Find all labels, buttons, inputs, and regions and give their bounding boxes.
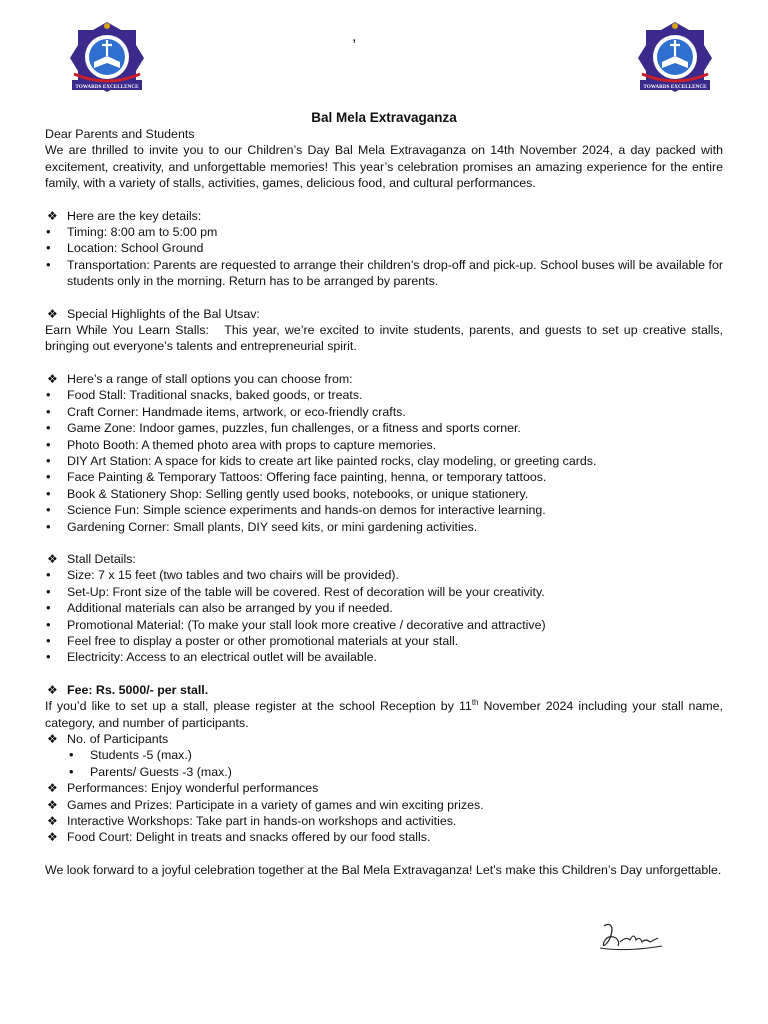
stray-mark: , [352,28,357,45]
school-crest-left [64,18,150,94]
key-details-heading [45,208,723,224]
heading-text: Stall Details: [67,551,136,566]
crest-motto: TOWARDS EXCELLENCE [75,84,139,90]
list-item: • DIY Art Station: A space for kids to create art like painted rocks, clay modeling, or greeting cards. [45,453,723,469]
list-item: • Game Zone: Indoor games, puzzles, fun challenges, or a fitness and sports corner. [45,420,723,436]
fee-paragraph [45,698,723,731]
signature-icon [596,918,666,954]
page-title: Bal Mela Extravaganza [311,110,457,125]
stall-options-heading [45,371,723,387]
letter-body [45,126,727,878]
list-item: • Photo Booth: A themed photo area with props to capture memories. [45,437,723,453]
games-item [45,797,723,813]
stall-details-heading [45,551,723,567]
list-item: • Electricity: Access to an electrical outlet will be available. [45,649,723,665]
item-text: Food Court: Delight in treats and snacks offered by our food stalls. [67,830,431,845]
list-item: • Transportation: Parents are requested to arrange their children’s drop-off and pick-up. School buses will be available for students only in the morning. Return has to be arranged by parents. [45,257,723,290]
highlights-paragraph: Earn While You Learn Stalls: This year, we’re excited to invite students, parents, and guests to set up creative stalls, bringing out everyone’s talents and entrepreneurial spirit. [45,323,727,354]
diamond-bullet-icon: ❖ [47,371,58,386]
heading-text: Here are the key details: [67,208,202,223]
list-item: • Science Fun: Simple science experiments and hands-on demos for interactive learning. [45,502,723,518]
list-item: • Craft Corner: Handmade items, artwork, or eco-friendly crafts. [45,404,723,420]
list-item: • Food Stall: Traditional snacks, baked goods, or treats. [45,387,723,403]
diamond-bullet-icon: ❖ [47,781,58,796]
fee-heading [45,682,723,698]
closing-paragraph: We look forward to a joyful celebration together at the Bal Mela Extravaganza! Let’s make this Children’s Day unforgettable. [45,862,722,877]
list-item: • Book & Stationery Shop: Selling gently used books, notebooks, or unique stationery. [45,486,723,502]
item-text: Performances: Enjoy wonderful performances [67,781,319,796]
heading-text: Fee: Rs. 5000/- per stall. [67,682,209,697]
list-item: • Set-Up: Front size of the table will be covered. Rest of decoration will be your creativity. [45,584,723,600]
heading-text: Here’s a range of stall options you can choose from: [67,371,353,386]
fee-text: November 2024 including your stall name, category, and number of participants. [45,699,723,730]
diamond-bullet-icon: ❖ [47,814,58,829]
school-crest-icon [64,18,150,94]
list-item: • Size: 7 x 15 feet (two tables and two chairs will be provided). [45,567,723,583]
crest-motto: TOWARDS EXCELLENCE [643,84,707,90]
participants-heading [45,731,723,747]
list-item: • Feel free to display a poster or other promotional materials at your stall. [45,633,723,649]
list-item: • Face Painting & Temporary Tattoos: Offering face painting, henna, or temporary tattoos. [45,469,723,485]
heading-text: No. of Participants [67,732,169,746]
diamond-bullet-icon: ❖ [47,732,58,746]
list-item: • Parents/ Guests -3 (max.) [45,764,723,780]
item-text: Interactive Workshops: Take part in hands-on workshops and activities. [67,814,457,829]
heading-text: Special Highlights of the Bal Utsav: [67,306,260,321]
diamond-bullet-icon: ❖ [47,682,58,697]
highlights-heading [45,306,723,322]
ordinal-suffix: th [471,698,479,708]
greeting: Dear Parents and Students [45,127,195,141]
workshops-item [45,813,723,829]
diamond-bullet-icon: ❖ [47,306,58,321]
performances-item [45,780,723,796]
list-item: • Additional materials can also be arranged by you if needed. [45,600,723,616]
diamond-bullet-icon: ❖ [47,830,58,845]
diamond-bullet-icon: ❖ [47,208,58,223]
food-court-item [45,829,723,845]
school-crest-right [632,18,718,94]
list-item: • Promotional Material: (To make your stall look more creative / decorative and attractive) [45,617,723,633]
list-item: • Location: School Ground [45,240,723,256]
fee-text: If you’d like to set up a stall, please register at the school Reception by 11 [45,699,472,714]
list-item: • Timing: 8:00 am to 5:00 pm [45,224,723,240]
intro-paragraph: We are thrilled to invite you to our Children’s Day Bal Mela Extravaganza on 14th November 2024, a day packed with excitement, creativity, and unforgettable memories! This year’s celebration promises an amazing experience for the entire family, with a variety of stalls, activities, games, delicious food, and cultural performances. [45,143,723,191]
item-text: Games and Prizes: Participate in a variety of games and win exciting prizes. [67,797,484,812]
diamond-bullet-icon: ❖ [47,797,58,812]
diamond-bullet-icon: ❖ [47,551,58,566]
list-item: • Students -5 (max.) [45,747,723,763]
list-item: • Gardening Corner: Small plants, DIY seed kits, or mini gardening activities. [45,519,723,535]
school-crest-icon [632,18,718,94]
